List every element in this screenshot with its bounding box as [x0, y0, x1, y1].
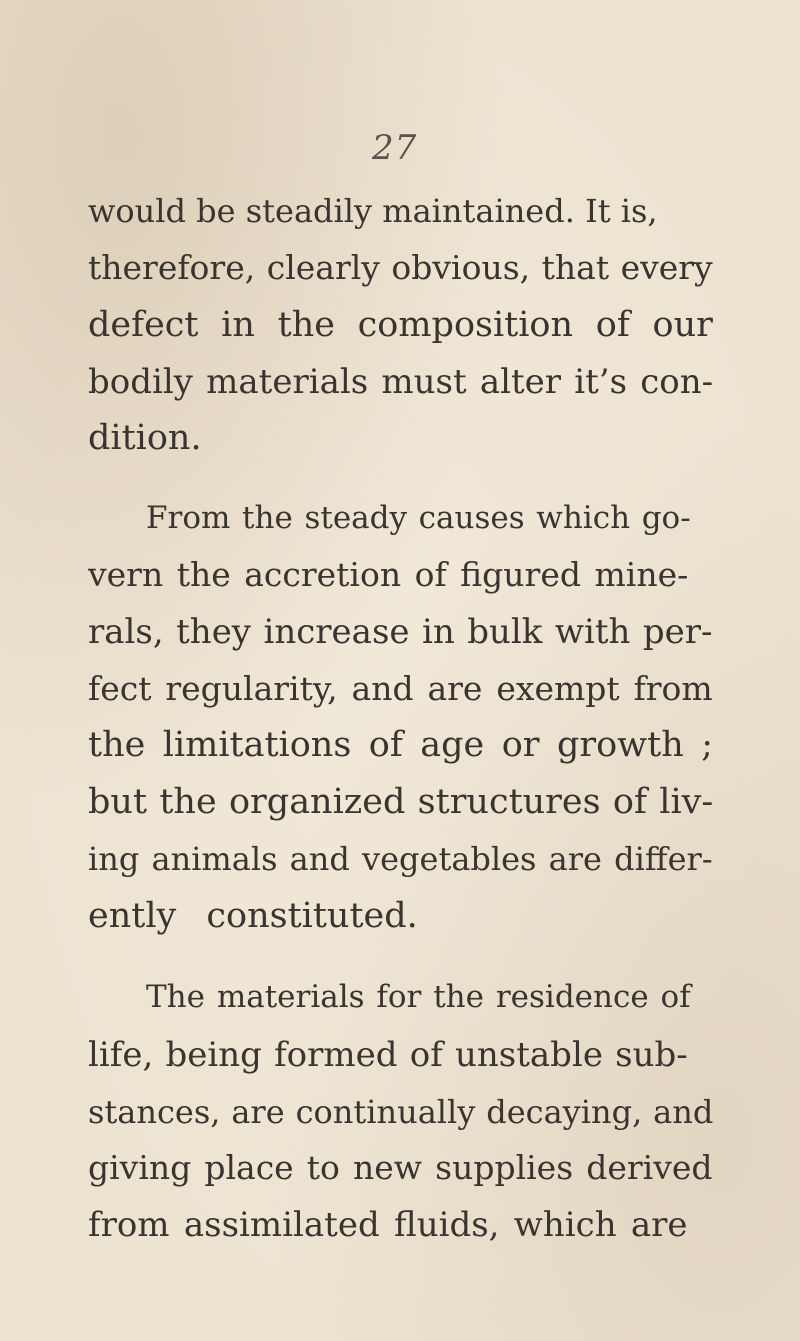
text-line: life, being formed of unstable sub- [88, 1035, 688, 1075]
text-line: ing animals and vegetables are differ- [88, 840, 713, 878]
text-line: bodily materials must alter it’s con- [88, 362, 714, 402]
text-line: giving place to new supplies derived [88, 1148, 713, 1187]
text-line: therefore, clearly obvious, that every [88, 248, 713, 287]
text-line: ently constituted. [88, 896, 418, 936]
text-line: vern the accretion of figured mine- [88, 555, 689, 594]
text-line: From the steady causes which go- [146, 500, 691, 536]
text-line: but the organized structures of liv- [88, 782, 714, 822]
page-number: 27 [372, 128, 418, 168]
text-line: defect in the composition of our [88, 305, 713, 345]
text-line: from assimilated fluids, which are [88, 1205, 688, 1245]
text-line: would be steadily maintained. It is, [88, 192, 658, 230]
text-line: dition. [88, 418, 202, 458]
text-line: stances, are continually decaying, and [88, 1093, 714, 1131]
text-line: the limitations of age or growth ; [88, 725, 713, 765]
text-line: fect regularity, and are exempt from [88, 669, 713, 708]
text-line: rals, they increase in bulk with per- [88, 612, 713, 652]
text-line: The materials for the residence of [146, 979, 691, 1015]
